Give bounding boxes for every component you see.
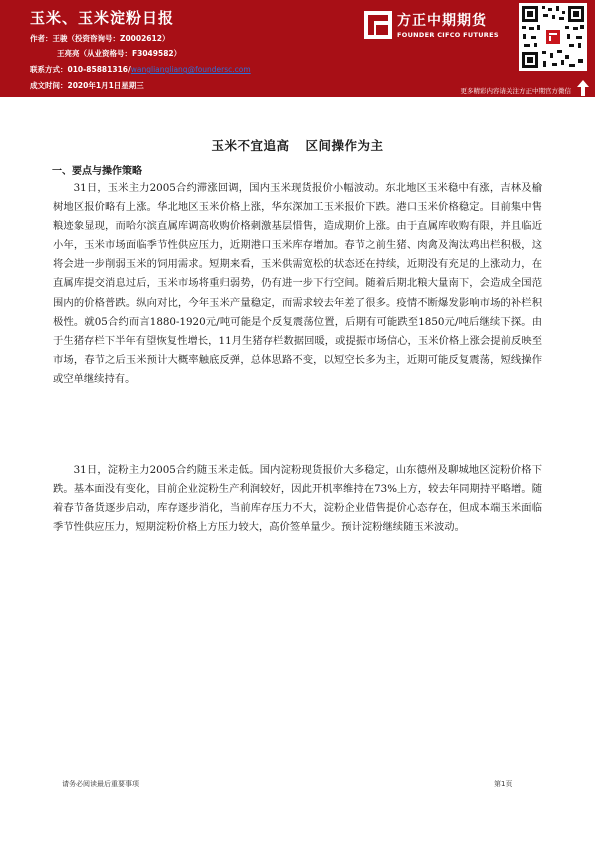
- page-number: 第1页: [494, 780, 513, 788]
- contact-line: [30, 64, 251, 75]
- follow-wechat-text: 更多精彩内容请关注方正中期官方微信: [460, 87, 571, 95]
- document-title: [0, 136, 595, 154]
- wechat-qr-code: [519, 3, 587, 71]
- contact-phone: 联系方式：010-85881316/: [30, 65, 131, 74]
- paragraph-corn: 31日，玉米主力2005合约滞涨回调，国内玉米现货报价小幅波动。东北地区玉米稳中有涨，吉林及榆树地区报价略有上涨。华北地区玉米价格上涨，华东深加工玉米报价下跌。港口玉米价格稳定。目前集中售粮迹象显现，而哈尔滨直属库调高收购价格刺激基层惜售，造成期价上涨。由于直属库收购有限，并且临近小年，玉米市场面临季节性供应压力，近期港口玉米库存增加。春节之前生猪、肉禽及淘汰鸡出栏积极，这将会进一步削弱玉米的饲用需求。短期来看，玉米供需宽松的状态还在持续，近期没有充足的上涨动力，在直属库提交消息过后，玉米市场将重归弱势，仍有进一步下行空间。随着后期北粮大量南下，会造成全国范围内的价格普跌。纵向对比，今年玉米产量稳定，而需求较去年差了很多。疫情不断爆发影响市场的补栏积极性。就05合约而言1880-1920元/吨可能是个反复震荡位置，后期有可能跌至1850元/吨后继续下探。由于生猪存栏下半年有望恢复性增长，11月生猪存栏数据回暖，或提振市场信心，玉米价格上涨会提前反映至市场，春节之后玉米预计大概率触底反弹，总体思路不变，以短空长多为主，近期可能反复震荡，短线操作或空单继续持有。: [53, 182, 542, 385]
- report-title: 玉米、玉米淀粉日报: [30, 9, 175, 27]
- founder-logo-icon: [363, 10, 393, 40]
- arrow-up-icon: [577, 80, 589, 96]
- company-logo: [363, 8, 513, 48]
- paragraph-starch: 31日，淀粉主力2005合约随玉米走低。国内淀粉现货报价大多稳定，山东德州及聊城地区淀粉价格下跌。基本面没有变化，目前企业淀粉生产利润较好，因此开机率维持在73%上方，较去年同期持平略增。随着春节备货逐步启动，库存逐步消化，当前库存压力不大，淀粉企业借售提价心态存在，但成本端玉米面临季节性供应压力，短期淀粉价格上方压力较大，高价签单量少。预计淀粉继续随玉米波动。: [53, 464, 542, 534]
- title-part-2: 区间操作为主: [305, 138, 384, 153]
- date-line: 成文时间：2020年1月1日星期三: [30, 81, 144, 90]
- footer-disclaimer: 请务必阅读最后重要事项: [62, 780, 139, 788]
- qr-code-icon: [519, 3, 587, 71]
- contact-email-link[interactable]: wangliangliang@foundersc.com: [130, 65, 251, 74]
- section-heading: 一、要点与操作策略: [52, 166, 142, 177]
- report-header: [0, 0, 595, 97]
- title-part-1: 玉米不宜追高: [211, 138, 290, 153]
- logo-text-cn: 方正中期期货: [397, 13, 487, 29]
- coauthor-line: 王亮亮（从业资格号：F3049582）: [57, 49, 182, 58]
- author-line: 作者：王骏（投资咨询号：Z0002612）: [30, 34, 170, 43]
- logo-text-en: FOUNDER CIFCO FUTURES: [397, 31, 499, 39]
